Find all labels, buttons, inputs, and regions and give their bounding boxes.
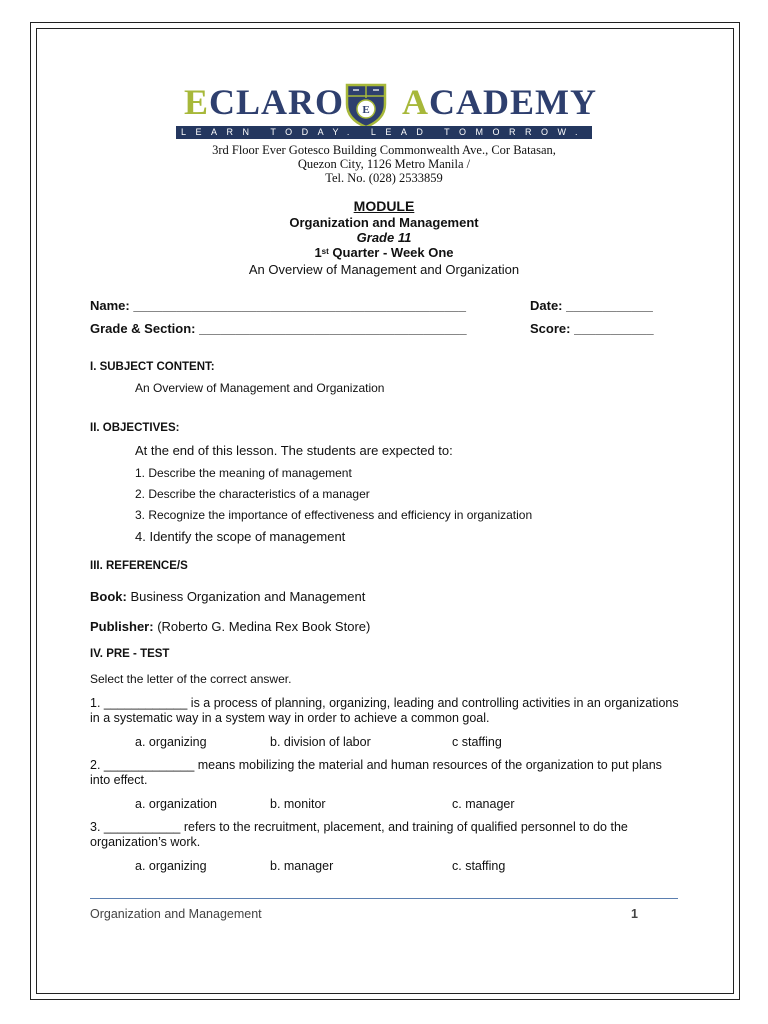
- answer-option: b. division of labor: [270, 735, 371, 749]
- overview-title: An Overview of Management and Organization: [248, 262, 520, 277]
- pretest-instruction: Select the letter of the correct answer.: [90, 672, 292, 686]
- objective-item: 2. Describe the characteristics of a manager: [135, 487, 370, 501]
- subject-content-heading: I. SUBJECT CONTENT:: [90, 361, 215, 373]
- answer-option: b. monitor: [270, 797, 326, 811]
- question-text: 3. ___________ refers to the recruitment, placement, and training of qualified personnel to do the organization’s work.: [90, 820, 628, 849]
- book-reference: Book: Business Organization and Management: [90, 589, 366, 604]
- subject-content-text: An Overview of Management and Organization: [135, 381, 385, 395]
- logo-word-eclaro: ECLARO: [184, 82, 345, 122]
- answer-option: c. staffing: [452, 859, 506, 873]
- answer-option: b. manager: [270, 859, 334, 873]
- page-number: 1: [631, 907, 638, 921]
- grade-section-field[interactable]: Grade & Section: _____________________________________: [90, 321, 467, 336]
- svg-text:E: E: [362, 104, 370, 116]
- address-line-3: Tel. No. (028) 2533859: [325, 171, 443, 185]
- question-text: 2. _____________ means mobilizing the material and human resources of the organization to put plans into effect.: [90, 758, 662, 787]
- answer-option: c staffing: [452, 735, 502, 749]
- logo-tagline: LEARN TODAY. LEAD TOMORROW.: [176, 126, 592, 139]
- objective-item: 1. Describe the meaning of management: [135, 466, 352, 480]
- answer-option: c. manager: [452, 797, 515, 811]
- pretest-heading: IV. PRE - TEST: [90, 648, 170, 660]
- question-text: 1. ____________ is a process of planning, organizing, leading and controlling activities in an organizations in a systematic way in a system way in order to achieve a common goal.: [90, 696, 679, 725]
- objective-item: 3. Recognize the importance of effectiveness and efficiency in organization: [135, 508, 533, 522]
- module-title: MODULE: [353, 198, 415, 214]
- subject-title: Organization and Management: [289, 215, 479, 230]
- date-field[interactable]: Date: ____________: [530, 298, 653, 313]
- objectives-intro: At the end of this lesson. The students are expected to:: [135, 443, 453, 458]
- answer-option: a. organizing: [135, 735, 207, 749]
- school-logo: [176, 82, 597, 140]
- quarter-title: 1st Quarter - Week One: [314, 245, 454, 260]
- logo-word-academy: ACADEMY: [402, 82, 597, 122]
- objectives-heading: II. OBJECTIVES:: [90, 422, 180, 434]
- score-field[interactable]: Score: ___________: [530, 321, 654, 336]
- grade-title: Grade 11: [356, 230, 412, 245]
- publisher-reference: Publisher: (Roberto G. Medina Rex Book Store): [90, 619, 371, 634]
- footer-divider: [90, 898, 678, 899]
- name-field[interactable]: Name: ______________________________________________: [90, 298, 466, 313]
- academy-crest-icon: [344, 82, 388, 128]
- objective-item: 4. Identify the scope of management: [135, 529, 346, 544]
- answer-option: a. organizing: [135, 859, 207, 873]
- footer-title: Organization and Management: [90, 907, 262, 921]
- address-line-2: Quezon City, 1126 Metro Manila /: [297, 157, 471, 171]
- reference-heading: III. REFERENCE/S: [90, 560, 188, 572]
- address-line-1: 3rd Floor Ever Gotesco Building Commonwealth Ave., Cor Batasan,: [212, 143, 556, 157]
- answer-option: a. organization: [135, 797, 218, 811]
